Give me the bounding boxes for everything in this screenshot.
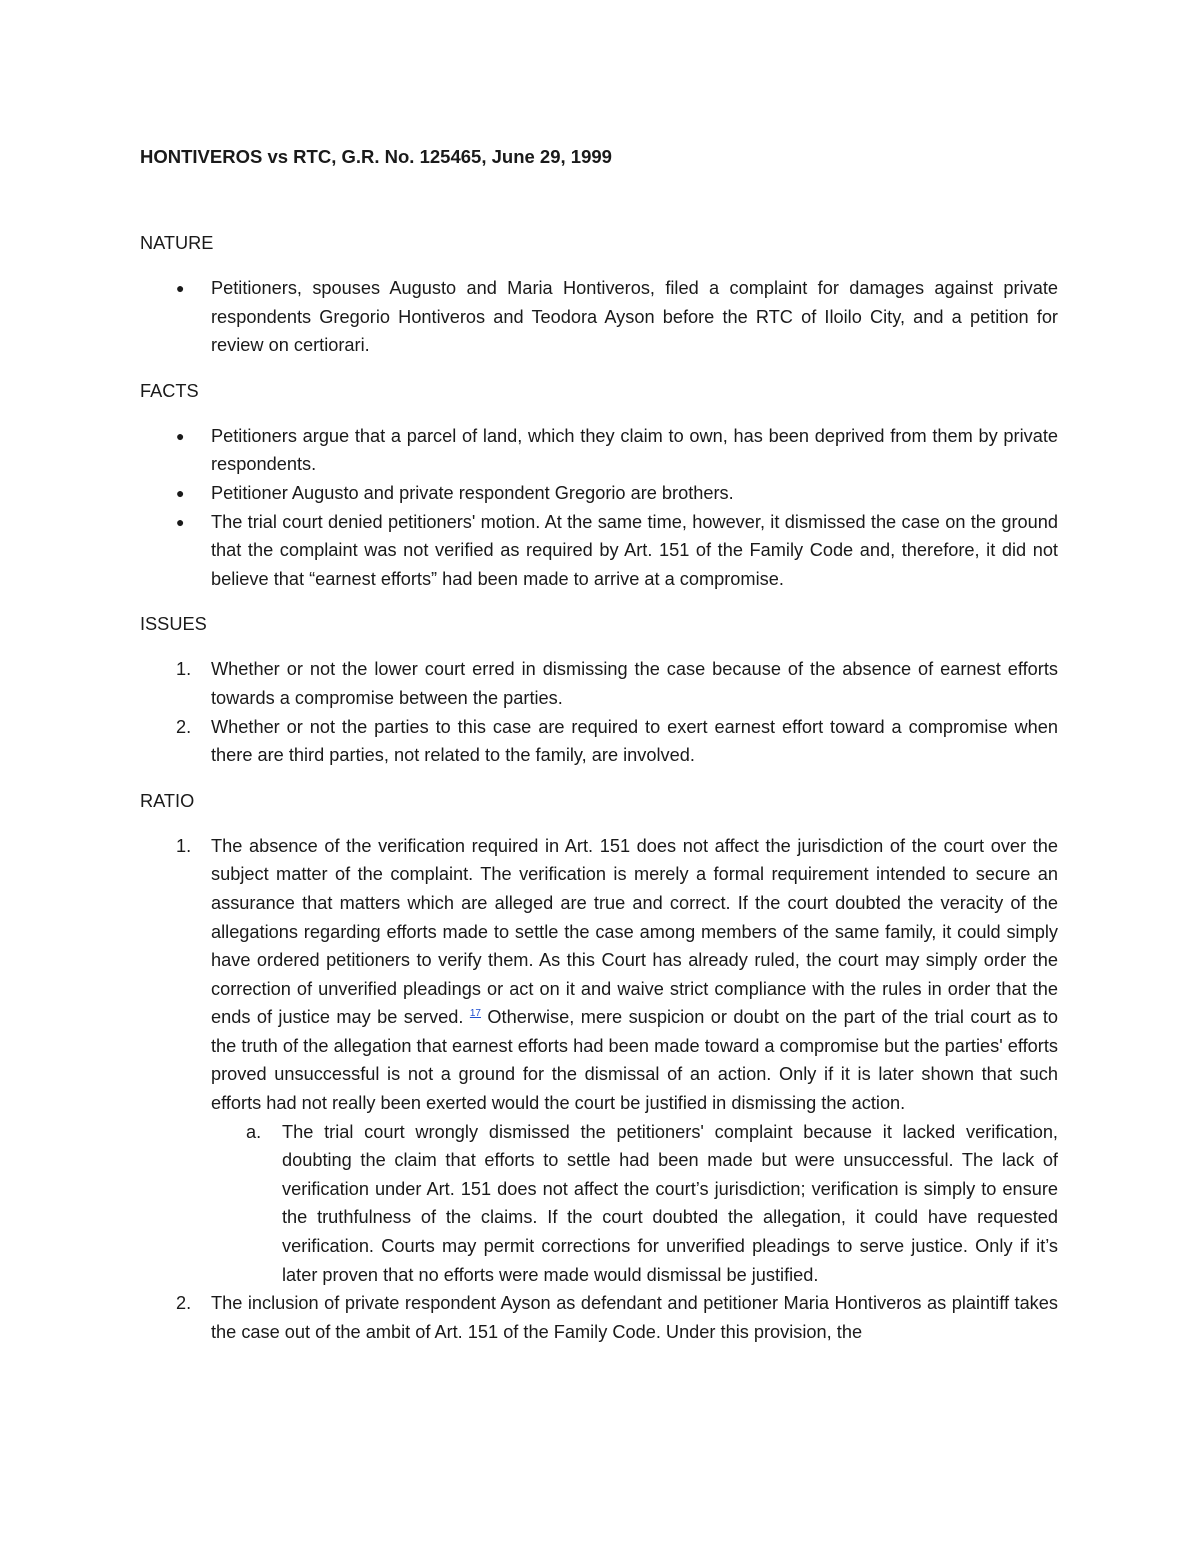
bullet-icon: ● <box>176 427 185 444</box>
case-title: HONTIVEROS vs RTC, G.R. No. 125465, June 29, 1999 <box>140 146 612 167</box>
list-item-text: Whether or not the parties to this case are required to exert earnest effort toward a compromise when there are third parties, not related to the family, are involved. <box>211 716 1058 766</box>
document-body <box>140 143 1058 1363</box>
list-number: 1. <box>176 659 192 680</box>
list-number: 1. <box>176 835 192 856</box>
sub-list-item <box>211 1118 1058 1290</box>
list-item <box>140 713 1058 770</box>
list-item <box>140 422 1058 479</box>
list-item <box>140 655 1058 712</box>
bullet-icon: ● <box>176 513 185 530</box>
list-item <box>140 508 1058 594</box>
list-item-text: Petitioners, spouses Augusto and Maria Hontiveros, filed a complaint for damages against private respondents Gregorio Hontiveros and Teodora Ayson before the RTC of Iloilo City, and a petition for review on certiorari. <box>211 278 1058 356</box>
bullet-icon: ● <box>176 280 185 296</box>
list-item-text: Petitioners argue that a parcel of land, which they claim to own, has been deprived from them by private respondents. <box>211 425 1058 475</box>
section-heading-ratio: RATIO <box>140 790 195 811</box>
section-heading-facts: FACTS <box>140 380 199 401</box>
list-item-text: Whether or not the lower court erred in dismissing the case because of the absence of earnest efforts towards a compromise between the parties. <box>211 659 1058 708</box>
ratio-sublist <box>211 1118 1058 1290</box>
nature-list <box>140 274 1058 360</box>
list-number: 2. <box>176 716 192 737</box>
list-item-text: The absence of the verification required in Art. 151 does not affect the jurisdiction of the court over the subject matter of the complaint. The verification is merely a formal requirement intended to secure an assurance that matters which are alleged are true and correct. If the court doubted the veracity of the allegations regarding efforts made to settle the case among members of the same family, it could simply have ordered petitioners to verify them. As this Court has already ruled, the court may simply order the correction of unverified pleadings or act on it and waive strict compliance with the rules in order that the ends of justice may be served. <box>211 835 1058 1028</box>
list-item-text-continued: Otherwise, mere suspicion or doubt on the part of the trial court as to the truth of the allegation that earnest efforts had been made toward a compromise but the parties' efforts proved unsuccessful is not a ground for the dismissal of an action. Only if it is later shown that such efforts had not really been exerted would the court be justified in dismissing the action. <box>211 1007 1059 1114</box>
list-item-text: The trial court denied petitioners' motion. At the same time, however, it dismissed the case on the ground that the complaint was not verified as required by Art. 151 of the Family Code and, therefore, it did not believe that “earnest efforts” had been made to arrive at a compromise. <box>211 511 1058 589</box>
list-item-text: The inclusion of private respondent Ayson as defendant and petitioner Maria Hontiveros as plaintiff takes the case out of the ambit of Art. 151 of the Family Code. Under this provision, the <box>211 1293 1058 1342</box>
footnote-link[interactable]: 17 <box>469 1008 481 1020</box>
sub-list-letter: a. <box>246 1121 262 1142</box>
list-item <box>140 1289 1058 1346</box>
section-heading-nature: NATURE <box>140 233 214 253</box>
sub-list-item-text: The trial court wrongly dismissed the petitioners' complaint because it lacked verification, doubting the claim that efforts to settle had been made but were unsuccessful. The lack of verification under Art. 151 does not affect the court’s jurisdiction; verification is simply to ensure the truthfulness of the claims. If the court doubted the allegation, it could have requested verification. Courts may permit corrections for unverified pleadings to serve justice. Only if it’s later proven that no efforts were made would dismissal be justified. <box>282 1121 1058 1285</box>
facts-list <box>140 422 1058 594</box>
issues-list <box>140 655 1058 769</box>
list-item <box>140 479 1058 508</box>
list-item-text: Petitioner Augusto and private respondent Gregorio are brothers. <box>211 482 734 503</box>
list-number: 2. <box>176 1293 192 1314</box>
bullet-icon: ● <box>176 484 185 501</box>
section-heading-issues: ISSUES <box>140 614 207 635</box>
ratio-list <box>140 832 1058 1347</box>
list-item <box>140 274 1058 360</box>
list-item <box>140 832 1058 1290</box>
